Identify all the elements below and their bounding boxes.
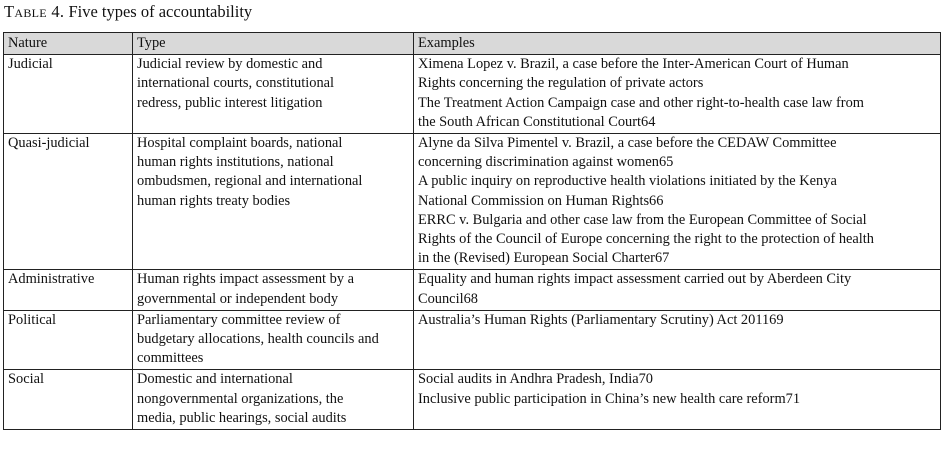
table-row bbox=[4, 370, 941, 430]
type-cell bbox=[133, 270, 414, 310]
type-line: human rights treaty bodies bbox=[137, 192, 291, 209]
type-line: international courts, constitutional bbox=[137, 75, 335, 92]
table-row bbox=[4, 134, 941, 270]
example-line: ERRC v. Bulgaria and other case law from the European Committee of Social bbox=[418, 211, 867, 228]
type-line: governmental or independent body bbox=[137, 290, 339, 307]
type-line: Human rights impact assessment by a bbox=[137, 271, 355, 288]
type-line: Hospital complaint boards, national bbox=[137, 135, 343, 152]
example-line: Alyne da Silva Pimentel v. Brazil, a case before the CEDAW Committee bbox=[418, 135, 837, 152]
example-line: Social audits in Andhra Pradesh, India70 bbox=[418, 371, 654, 388]
example-line: Inclusive public participation in China’s new health care reform71 bbox=[418, 390, 801, 407]
nature-cell: Administrative bbox=[4, 270, 133, 310]
example-line: the South African Constitutional Court64 bbox=[418, 113, 656, 130]
example-line: Council68 bbox=[418, 290, 478, 307]
type-line: Judicial review by domestic and bbox=[137, 56, 323, 73]
nature-cell: Social bbox=[4, 370, 133, 430]
example-line: Ximena Lopez v. Brazil, a case before the Inter-American Court of Human bbox=[418, 56, 849, 73]
table-number: Table 4. bbox=[4, 2, 65, 21]
examples-cell bbox=[414, 55, 941, 134]
example-line: Rights concerning the regulation of private actors bbox=[418, 75, 704, 92]
type-cell bbox=[133, 310, 414, 370]
nature-cell: Political bbox=[4, 310, 133, 370]
type-line: redress, public interest litigation bbox=[137, 94, 323, 111]
table-row bbox=[4, 310, 941, 370]
type-line: Domestic and international bbox=[137, 371, 293, 388]
accountability-table bbox=[3, 32, 941, 430]
type-cell bbox=[133, 55, 414, 134]
type-cell bbox=[133, 134, 414, 270]
nature-cell: Judicial bbox=[4, 55, 133, 134]
examples-cell bbox=[414, 134, 941, 270]
type-line: committees bbox=[137, 350, 204, 367]
type-line: human rights institutions, national bbox=[137, 154, 334, 171]
type-line: budgetary allocations, health councils and bbox=[137, 331, 379, 348]
example-line: National Commission on Human Rights66 bbox=[418, 192, 664, 209]
table-header-row bbox=[4, 33, 941, 55]
table-row bbox=[4, 270, 941, 310]
type-line: ombudsmen, regional and international bbox=[137, 173, 363, 190]
example-line: Rights of the Council of Europe concerning the right to the protection of health bbox=[418, 231, 874, 248]
table-title bbox=[4, 2, 252, 22]
type-line: Parliamentary committee review of bbox=[137, 311, 341, 328]
table-body bbox=[4, 55, 941, 430]
example-line: in the (Revised) European Social Charter67 bbox=[418, 250, 670, 267]
column-header-type: Type bbox=[133, 33, 414, 55]
example-line: A public inquiry on reproductive health violations initiated by the Kenya bbox=[418, 173, 837, 190]
column-header-examples: Examples bbox=[414, 33, 941, 55]
nature-cell: Quasi-judicial bbox=[4, 134, 133, 270]
type-line: nongovernmental organizations, the bbox=[137, 390, 344, 407]
example-line: concerning discrimination against women65 bbox=[418, 154, 674, 171]
table-caption: Five types of accountability bbox=[68, 2, 253, 21]
examples-cell bbox=[414, 370, 941, 430]
examples-cell bbox=[414, 270, 941, 310]
column-header-nature: Nature bbox=[4, 33, 133, 55]
example-line: Equality and human rights impact assessment carried out by Aberdeen City bbox=[418, 271, 852, 288]
example-line: Australia’s Human Rights (Parliamentary Scrutiny) Act 201169 bbox=[418, 311, 784, 328]
table-row bbox=[4, 55, 941, 134]
type-cell bbox=[133, 370, 414, 430]
type-line: media, public hearings, social audits bbox=[137, 409, 347, 426]
example-line: The Treatment Action Campaign case and other right-to-health case law from bbox=[418, 94, 864, 111]
examples-cell bbox=[414, 310, 941, 370]
